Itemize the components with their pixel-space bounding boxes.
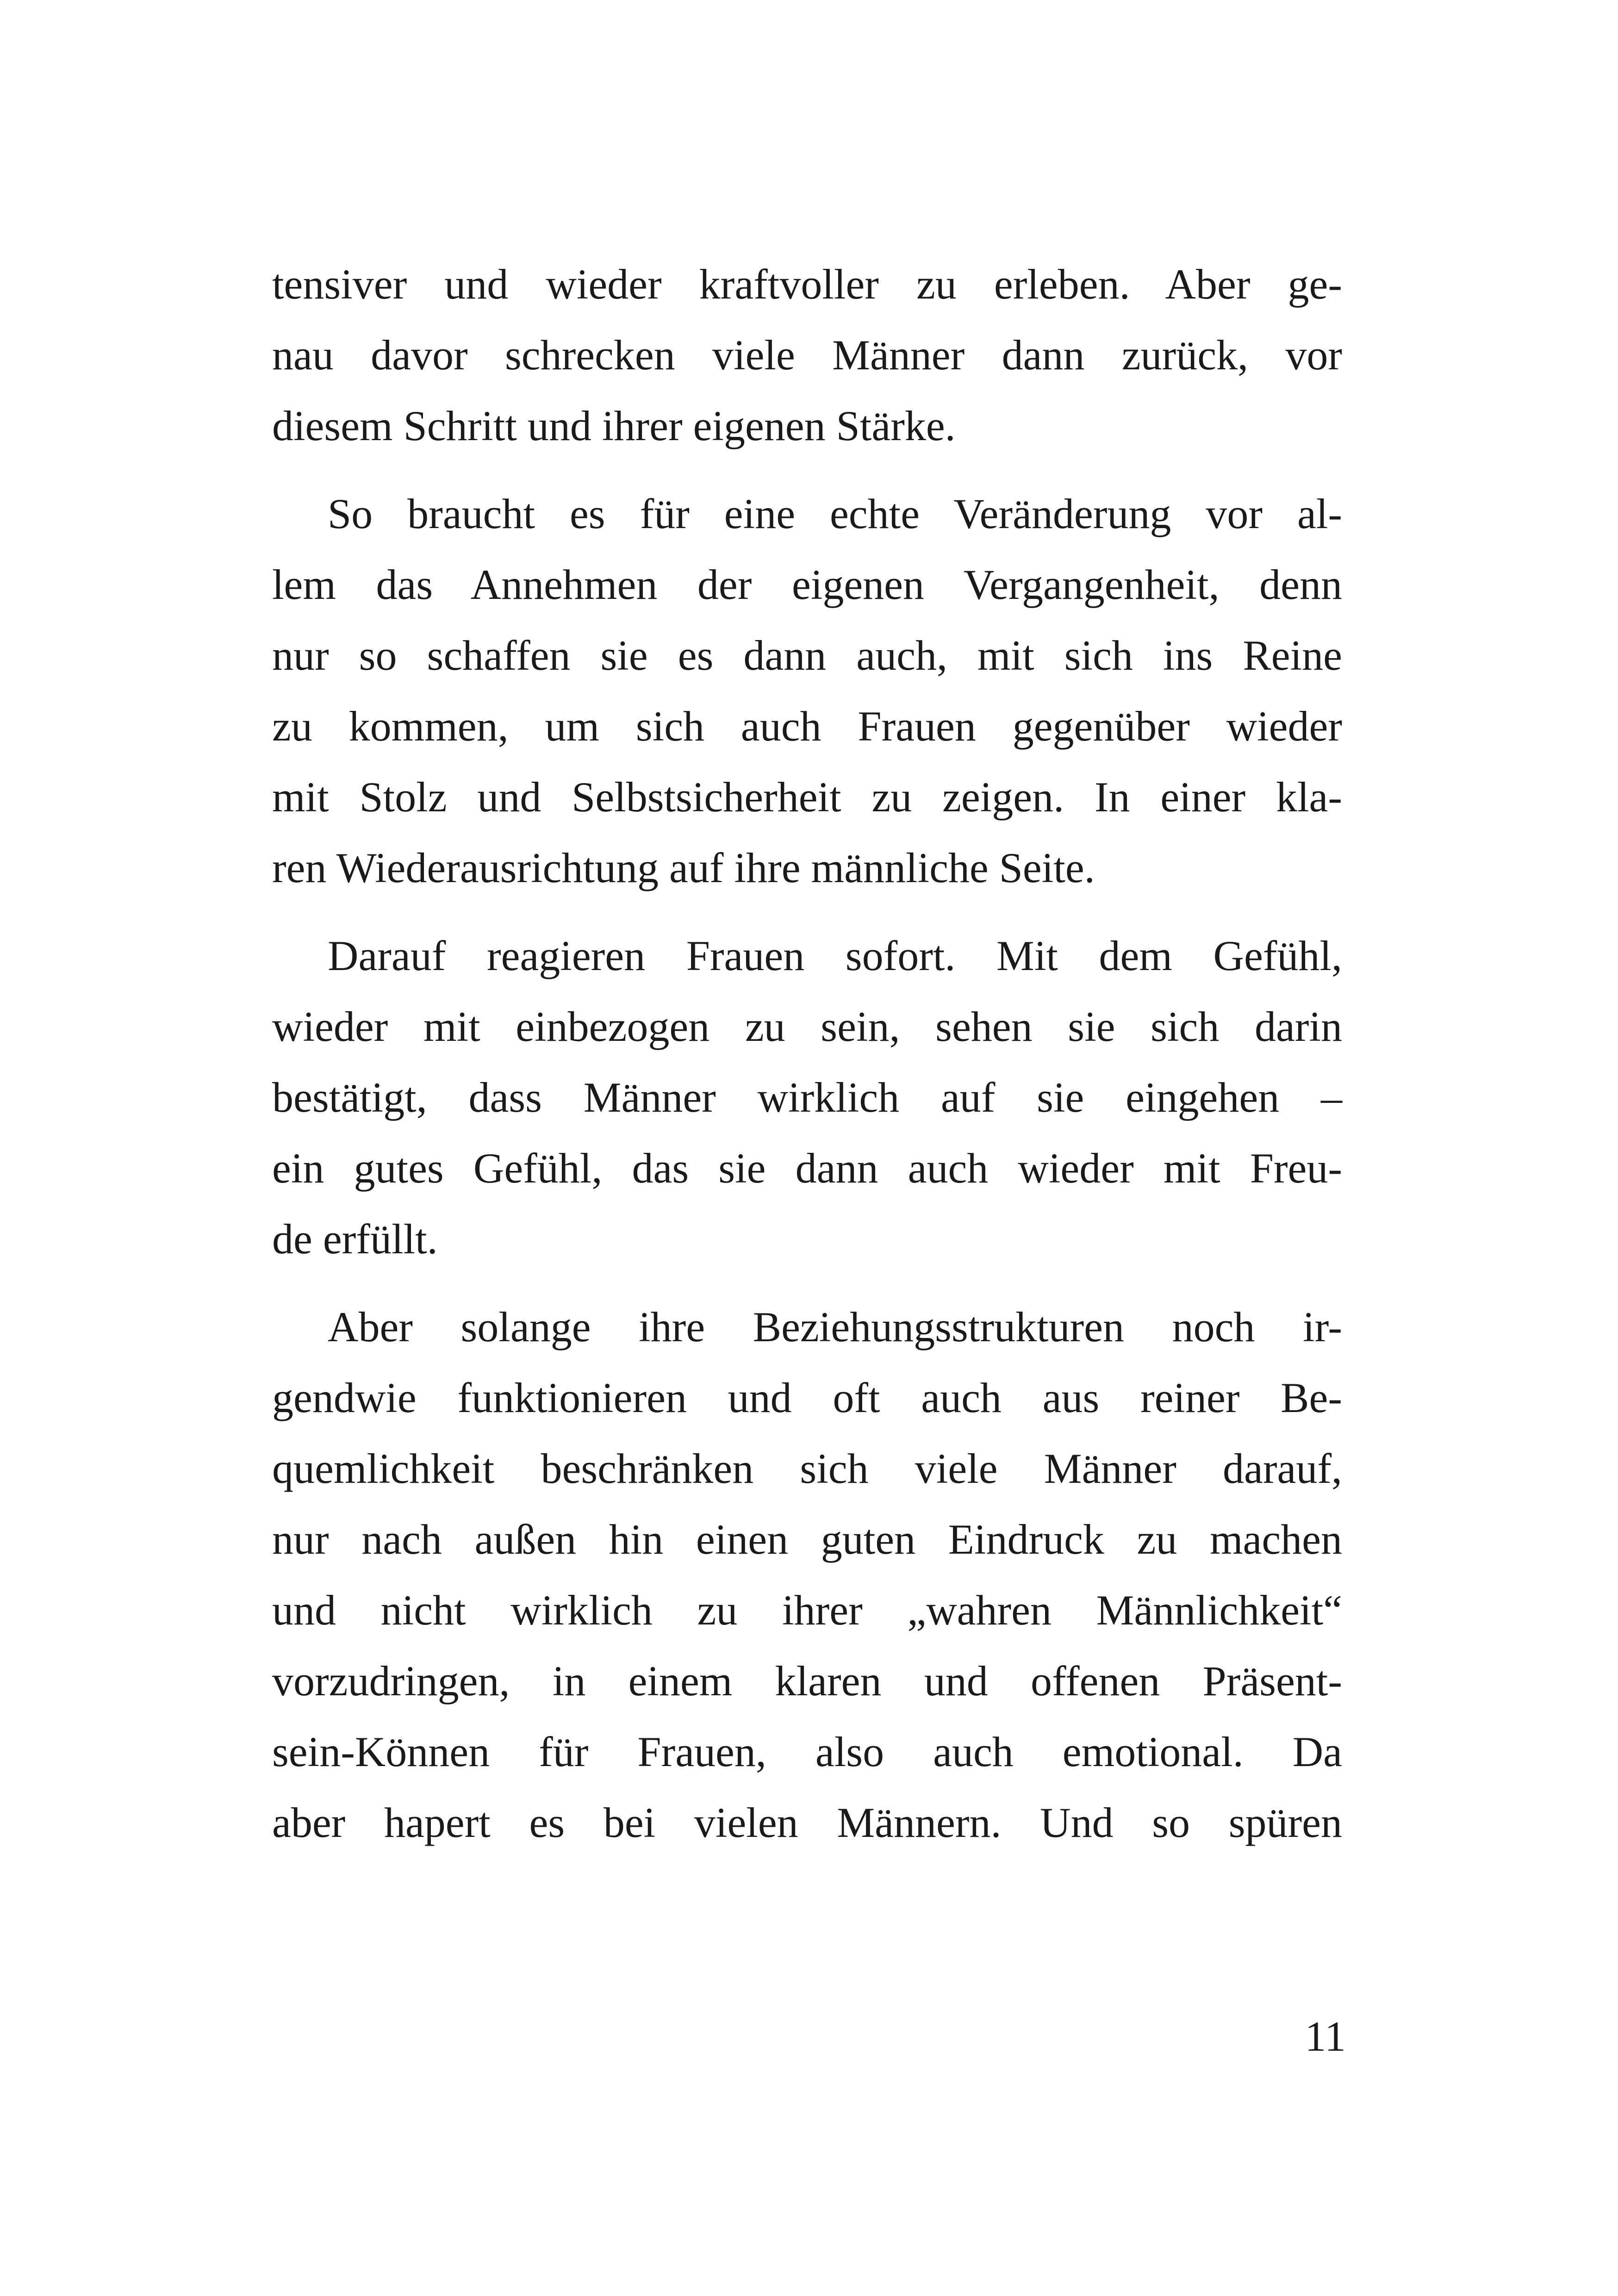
text-line: quemlichkeit beschränken sich viele Männer darauf, [272,1445,1342,1492]
text-line: tensiver und wieder kraftvoller zu erleben. Aber ge- [272,261,1342,308]
text-line: und nicht wirklich zu ihrer „wahren Männlichkeit“ [272,1587,1342,1634]
text-line: nau davor schrecken viele Männer dann zurück, vor [272,331,1342,379]
page-number: 11 [1305,2013,1346,2060]
text-line: mit Stolz und Selbstsicherheit zu zeigen. In einer kla- [272,773,1342,821]
text-line: diesem Schritt und ihrer eigenen Stärke. [272,402,956,449]
text-line: gendwie funktionieren und oft auch aus reiner Be- [272,1374,1342,1421]
text-line: Darauf reagieren Frauen sofort. Mit dem Gefühl, [328,932,1342,979]
text-line: bestätigt, dass Männer wirklich auf sie eingehen – [272,1074,1342,1121]
text-line: wieder mit einbezogen zu sein, sehen sie sich darin [272,1003,1342,1050]
body-text [272,249,1342,1875]
text-line: ein gutes Gefühl, das sie dann auch wieder mit Freu- [272,1145,1342,1192]
text-line: Aber solange ihre Beziehungsstrukturen noch ir- [328,1303,1342,1350]
text-line: vorzudringen, in einem klaren und offenen Präsent- [272,1657,1342,1705]
text-line: de erfüllt. [272,1215,438,1263]
paragraph-4 [272,1292,1342,1858]
text-line: lem das Annehmen der eigenen Vergangenheit, denn [272,561,1342,608]
paragraph-1 [272,249,1342,461]
text-line: sein-Können für Frauen, also auch emotional. Da [272,1728,1342,1775]
text-line: nur nach außen hin einen guten Eindruck zu machen [272,1516,1342,1563]
text-line: zu kommen, um sich auch Frauen gegenüber wieder [272,703,1342,750]
text-line: So braucht es für eine echte Veränderung vor al- [328,490,1342,537]
paragraph-2 [272,479,1342,903]
paragraph-3 [272,921,1342,1275]
text-line: aber hapert es bei vielen Männern. Und so spüren [272,1799,1342,1846]
text-line: ren Wiederausrichtung auf ihre männliche Seite. [272,844,1095,891]
text-line: nur so schaffen sie es dann auch, mit sich ins Reine [272,632,1342,679]
